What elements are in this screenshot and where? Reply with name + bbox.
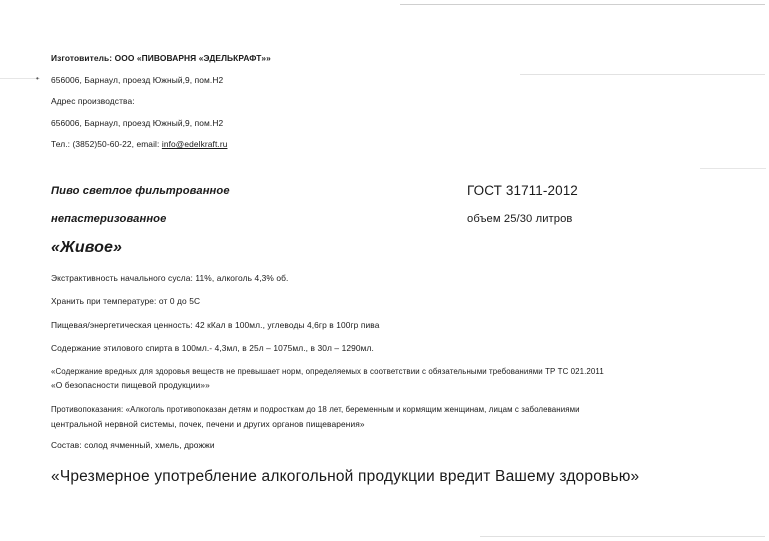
safety-line-1: «Содержание вредных для здоровья веществ не превышает норм, определяемых в соответствии с обязательными требованиями ТР ТС 021.2011 xyxy=(51,367,604,376)
contraindications-line-2: центральной нервной системы, почек, печени и других органов пищеварения» xyxy=(51,419,365,429)
production-address-label: Адрес производства: xyxy=(51,96,135,106)
ethanol-line: Содержание этилового спирта в 100мл.- 4,3мл, в 25л – 1075мл., в 30л – 1290мл. xyxy=(51,343,374,353)
scan-artifact xyxy=(0,78,40,79)
product-type-line2: непастеризованное xyxy=(51,213,167,225)
storage-line: Хранить при температуре: от 0 до 5С xyxy=(51,296,201,306)
safety-line-2: «О безопасности пищевой продукции»» xyxy=(51,380,210,390)
phone-text: Тел.: (3852)50-60-22, email: xyxy=(51,139,160,149)
volume: объем 25/30 литров xyxy=(467,213,573,225)
scan-artifact xyxy=(400,4,765,5)
manufacturer-name: ООО «ПИВОВАРНЯ «ЭДЕЛЬКРАФТ»» xyxy=(114,53,271,63)
health-warning: «Чрезмерное употребление алкогольной продукции вредит Вашему здоровью» xyxy=(51,468,640,485)
standard: ГОСТ 31711-2012 xyxy=(467,183,578,198)
scan-artifact xyxy=(700,168,766,169)
product-type-line1: Пиво светлое фильтрованное xyxy=(51,185,230,197)
margin-mark: • xyxy=(36,74,39,83)
scan-artifact xyxy=(480,536,765,537)
manufacturer-line xyxy=(51,53,271,63)
scan-artifact xyxy=(520,74,765,75)
extract-line: Экстрактивность начального сусла: 11%, алкоголь 4,3% об. xyxy=(51,273,289,283)
legal-address: 656006, Барнаул, проезд Южный,9, пом.Н2 xyxy=(51,75,224,85)
manufacturer-label: Изготовитель: xyxy=(51,53,113,63)
nutrition-line: Пищевая/энергетическая ценность: 42 кКал в 100мл., углеводы 4,6гр в 100гр пива xyxy=(51,320,380,330)
contact-line xyxy=(51,139,227,149)
composition-line: Состав: солод ячменный, хмель, дрожжи xyxy=(51,440,215,450)
contraindications-line-1: Противопоказания: «Алкоголь противопоказан детям и подросткам до 18 лет, беременным и кормящим женщинам, лицам с заболеваниями xyxy=(51,405,580,414)
production-address: 656006, Барнаул, проезд Южный,9, пом.Н2 xyxy=(51,118,224,128)
email-link[interactable]: info@edelkraft.ru xyxy=(161,139,228,149)
product-name: «Живое» xyxy=(51,239,123,256)
